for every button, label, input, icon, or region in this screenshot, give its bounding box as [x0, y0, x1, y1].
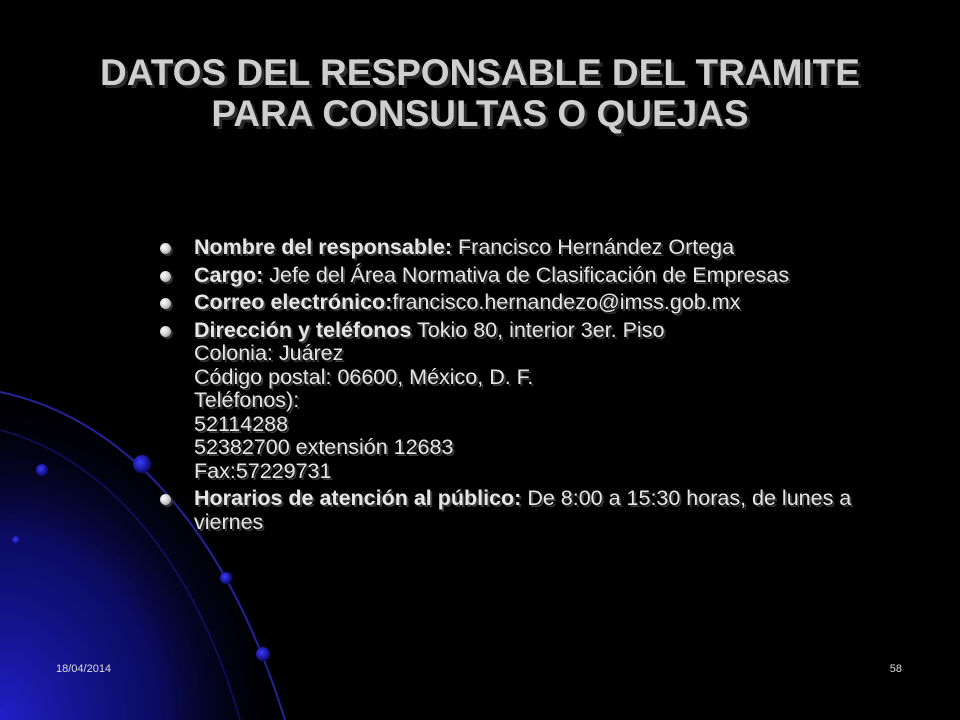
- list-item-cargo: [160, 264, 880, 288]
- bullet-icon: [160, 494, 171, 505]
- decor-dot: [256, 647, 270, 661]
- details-list: [160, 236, 880, 534]
- bullet-icon: [160, 298, 171, 309]
- list-item-correo: [160, 291, 880, 315]
- decor-dot: [12, 536, 20, 544]
- decor-dot: [220, 572, 232, 584]
- bullet-icon: [160, 271, 171, 282]
- item-value: Jefe del Área Normativa de Clasificación de Empresas: [263, 262, 790, 287]
- list-item-responsable: [160, 236, 880, 260]
- item-label: Nombre del responsable:: [194, 235, 453, 259]
- phone-line: 52114288: [194, 411, 289, 436]
- address-line: Colonia: Juárez: [194, 341, 344, 365]
- address-line: Código postal: 06600, México, D. F.: [194, 364, 534, 389]
- list-item-horarios: [160, 487, 880, 534]
- page-number: 58: [889, 663, 902, 675]
- footer-date: 18/04/2014: [56, 663, 112, 675]
- phone-line: 52382700 extensión 12683: [194, 435, 454, 459]
- item-value: Francisco Hernández Ortega: [452, 235, 735, 259]
- title-line-2: PARA CONSULTAS O QUEJAS: [211, 93, 749, 134]
- item-label: Dirección y teléfonos: [194, 317, 412, 342]
- item-label: Correo electrónico:: [194, 290, 393, 314]
- fax-line: Fax:57229731: [194, 458, 332, 483]
- item-label: Cargo:: [194, 262, 264, 287]
- item-value: Tokio 80, interior 3er. Piso: [411, 317, 665, 342]
- list-item-direccion: [160, 319, 880, 484]
- bullet-icon: [160, 326, 171, 337]
- email-link[interactable]: francisco.hernandezo@imss.gob.mx: [392, 290, 741, 314]
- title-line-1: DATOS DEL RESPONSABLE DEL TRAMITE: [100, 52, 860, 93]
- item-label: Horarios de atención al público:: [194, 486, 522, 510]
- decor-dot: [133, 455, 151, 473]
- item-value: De 8:00 a 15:30 horas, de lunes a viernes: [194, 486, 852, 534]
- address-line: Teléfonos):: [194, 388, 300, 412]
- decor-dot: [36, 464, 48, 476]
- bullet-icon: [160, 243, 171, 254]
- slide-title: [40, 52, 920, 134]
- contact-details: [160, 236, 880, 538]
